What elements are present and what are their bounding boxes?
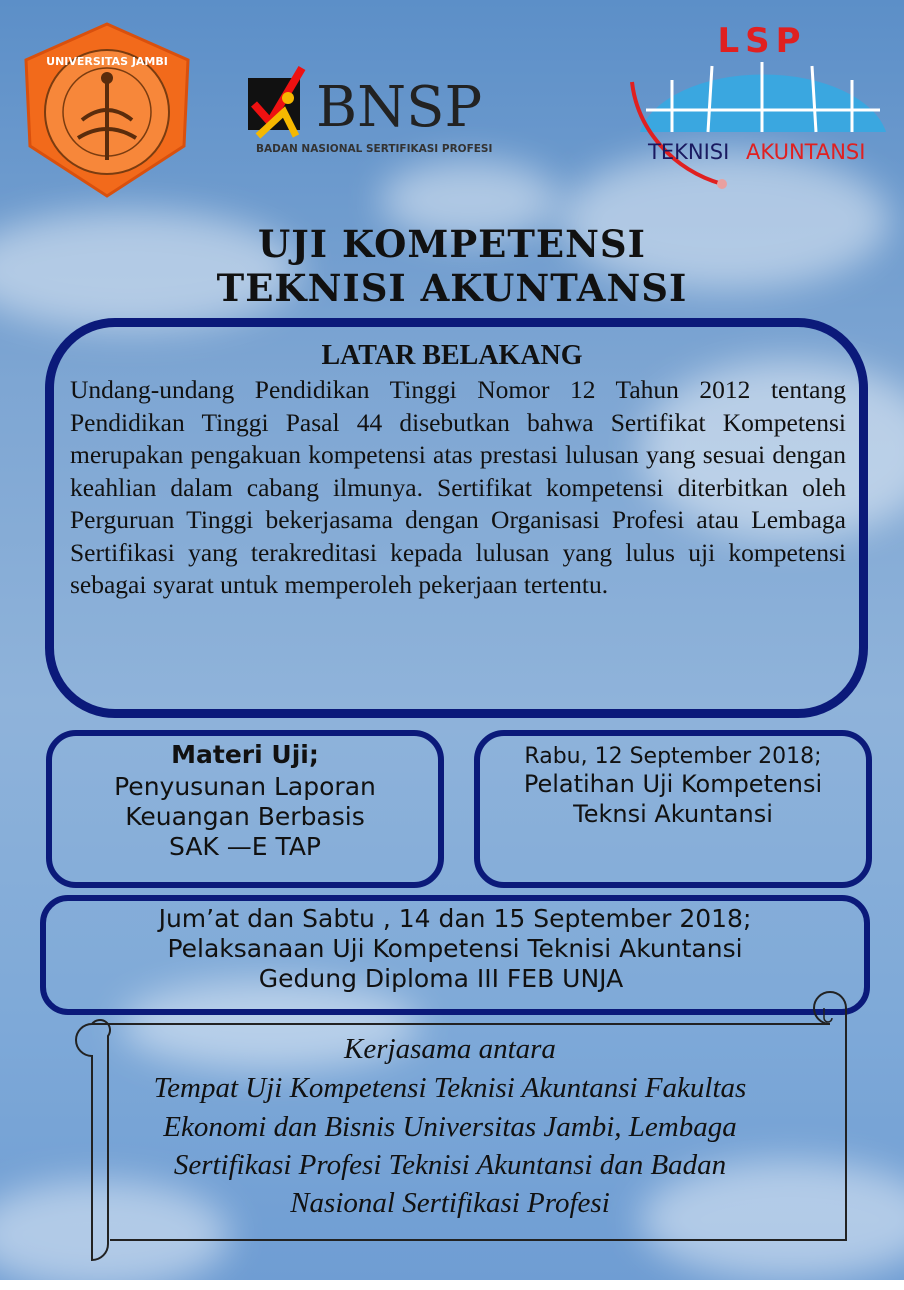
kerjasama-line2: Tempat Uji Kompetensi Teknisi Akuntansi Fakultas [153, 1072, 747, 1104]
materi-uji-line2: Keuangan Berbasis [125, 802, 365, 831]
pelaksanaan-date: Jum’at dan Sabtu , 14 dan 15 September 2018; [158, 904, 752, 933]
lsp-name: LSP [717, 22, 807, 61]
pelatihan-line1: Pelatihan Uji Kompetensi [523, 770, 823, 798]
bnsp-name: BNSP [316, 75, 483, 140]
materi-uji-line3: SAK —E TAP [168, 832, 322, 861]
main-title-line2: TEKNISI AKUNTANSI [216, 266, 688, 310]
latar-belakang-heading: LATAR BELAKANG [321, 340, 583, 371]
pelatihan-line2: Teknsi Akuntansi [573, 800, 773, 828]
kerjasama-line1: Kerjasama antara [344, 1033, 556, 1065]
materi-uji-heading: Materi Uji; [171, 740, 319, 769]
pelatihan-date: Rabu, 12 September 2018; [524, 744, 822, 769]
bnsp-subtitle: BADAN NASIONAL SERTIFIKASI PROFESI [256, 143, 493, 155]
lsp-sub-teknisi: TEKNISI [648, 140, 730, 164]
kerjasama-line4: Sertifikasi Profesi Teknisi Akuntansi dan Badan [173, 1149, 727, 1181]
materi-uji-line1: Penyusunan Laporan [114, 772, 376, 801]
pelaksanaan-line2: Gedung Diploma III FEB UNJA [258, 964, 624, 993]
lsp-sub-akuntansi: AKUNTANSI [746, 140, 866, 164]
kerjasama-line5: Nasional Sertifikasi Profesi [290, 1187, 610, 1219]
main-title-line1: UJI KOMPETENSI [258, 222, 646, 266]
kerjasama-line3: Ekonomi dan Bisnis Universitas Jambi, Lembaga [163, 1111, 737, 1143]
pelaksanaan-line1: Pelaksanaan Uji Kompetensi Teknisi Akuntansi [167, 934, 743, 963]
latar-belakang-body: Undang-undang Pendidikan Tinggi Nomor 12 Tahun 2012 tentang Pendidikan Tinggi Pasal 44 disebutkan bahwa Sertifikat Kompetensi merupakan pengakuan kompetensi atas prestasi lulusan yang sesuai dengan keahlian dalam cabang ilmunya. Sertifikat kompetensi diterbitkan oleh Perguruan Tinggi bekerjasama dengan Organisasi Profesi atau Lembaga Sertifikasi yang terakreditasi kepada lulusan yang lulus uji kompetensi sebagai syarat untuk memperoleh pekerjaan tertentu. [70, 375, 846, 599]
university-logo-text: UNIVERSITAS JAMBI [46, 55, 168, 68]
